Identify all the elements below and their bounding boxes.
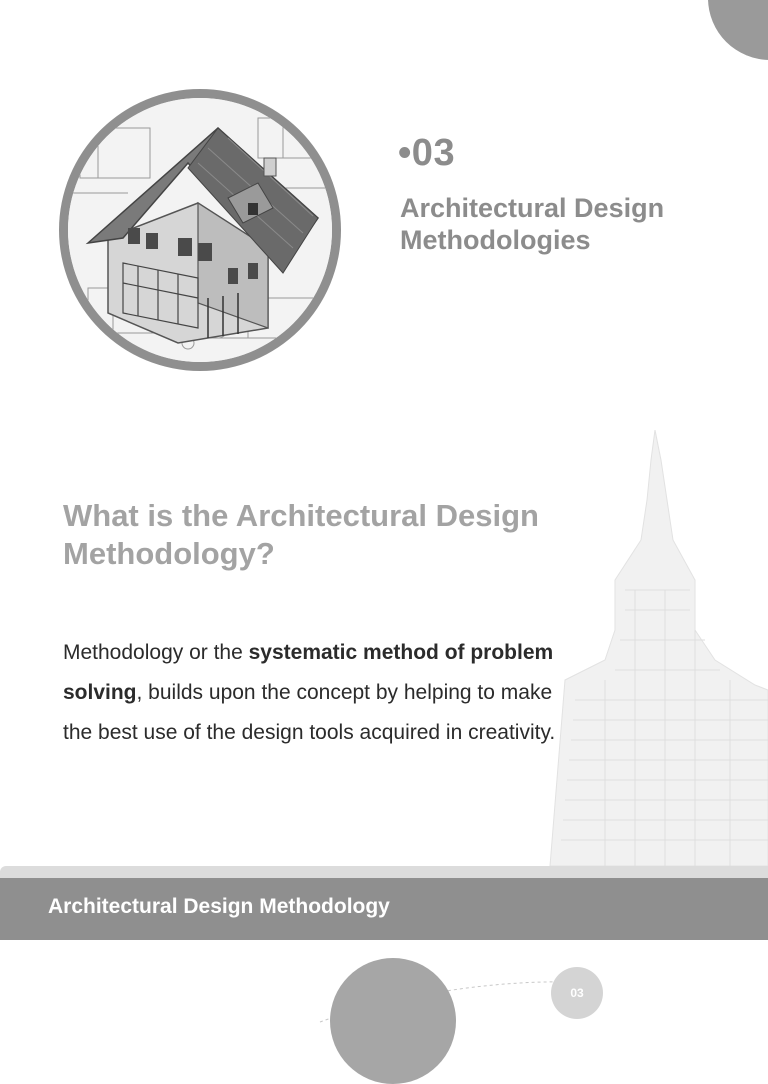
decorative-bottom-circle: [330, 958, 456, 1084]
section-question: What is the Architectural Design Methodology?: [63, 498, 539, 571]
paragraph-text-start: Methodology or the: [63, 641, 249, 664]
house-blueprint-image: [68, 98, 332, 362]
paragraph-text-end: , builds upon the concept by helping to make the best use of the design tools acquired in creativity.: [63, 681, 556, 744]
paragraph-emphasis: systematic method of problem solving: [63, 641, 554, 704]
body-paragraph: [63, 633, 563, 753]
skyscraper-background-image: [545, 430, 768, 866]
page-number-badge: 03: [551, 967, 603, 1019]
decorative-corner-circle: [708, 0, 768, 60]
chapter-title: Architectural Design Methodologies: [400, 193, 665, 255]
chapter-number: •03: [398, 132, 456, 174]
hero-image-frame: [59, 89, 341, 371]
footer-title: Architectural Design Methodology: [48, 895, 390, 918]
footer-top-rule: [0, 866, 768, 878]
footer-band: [0, 878, 768, 940]
